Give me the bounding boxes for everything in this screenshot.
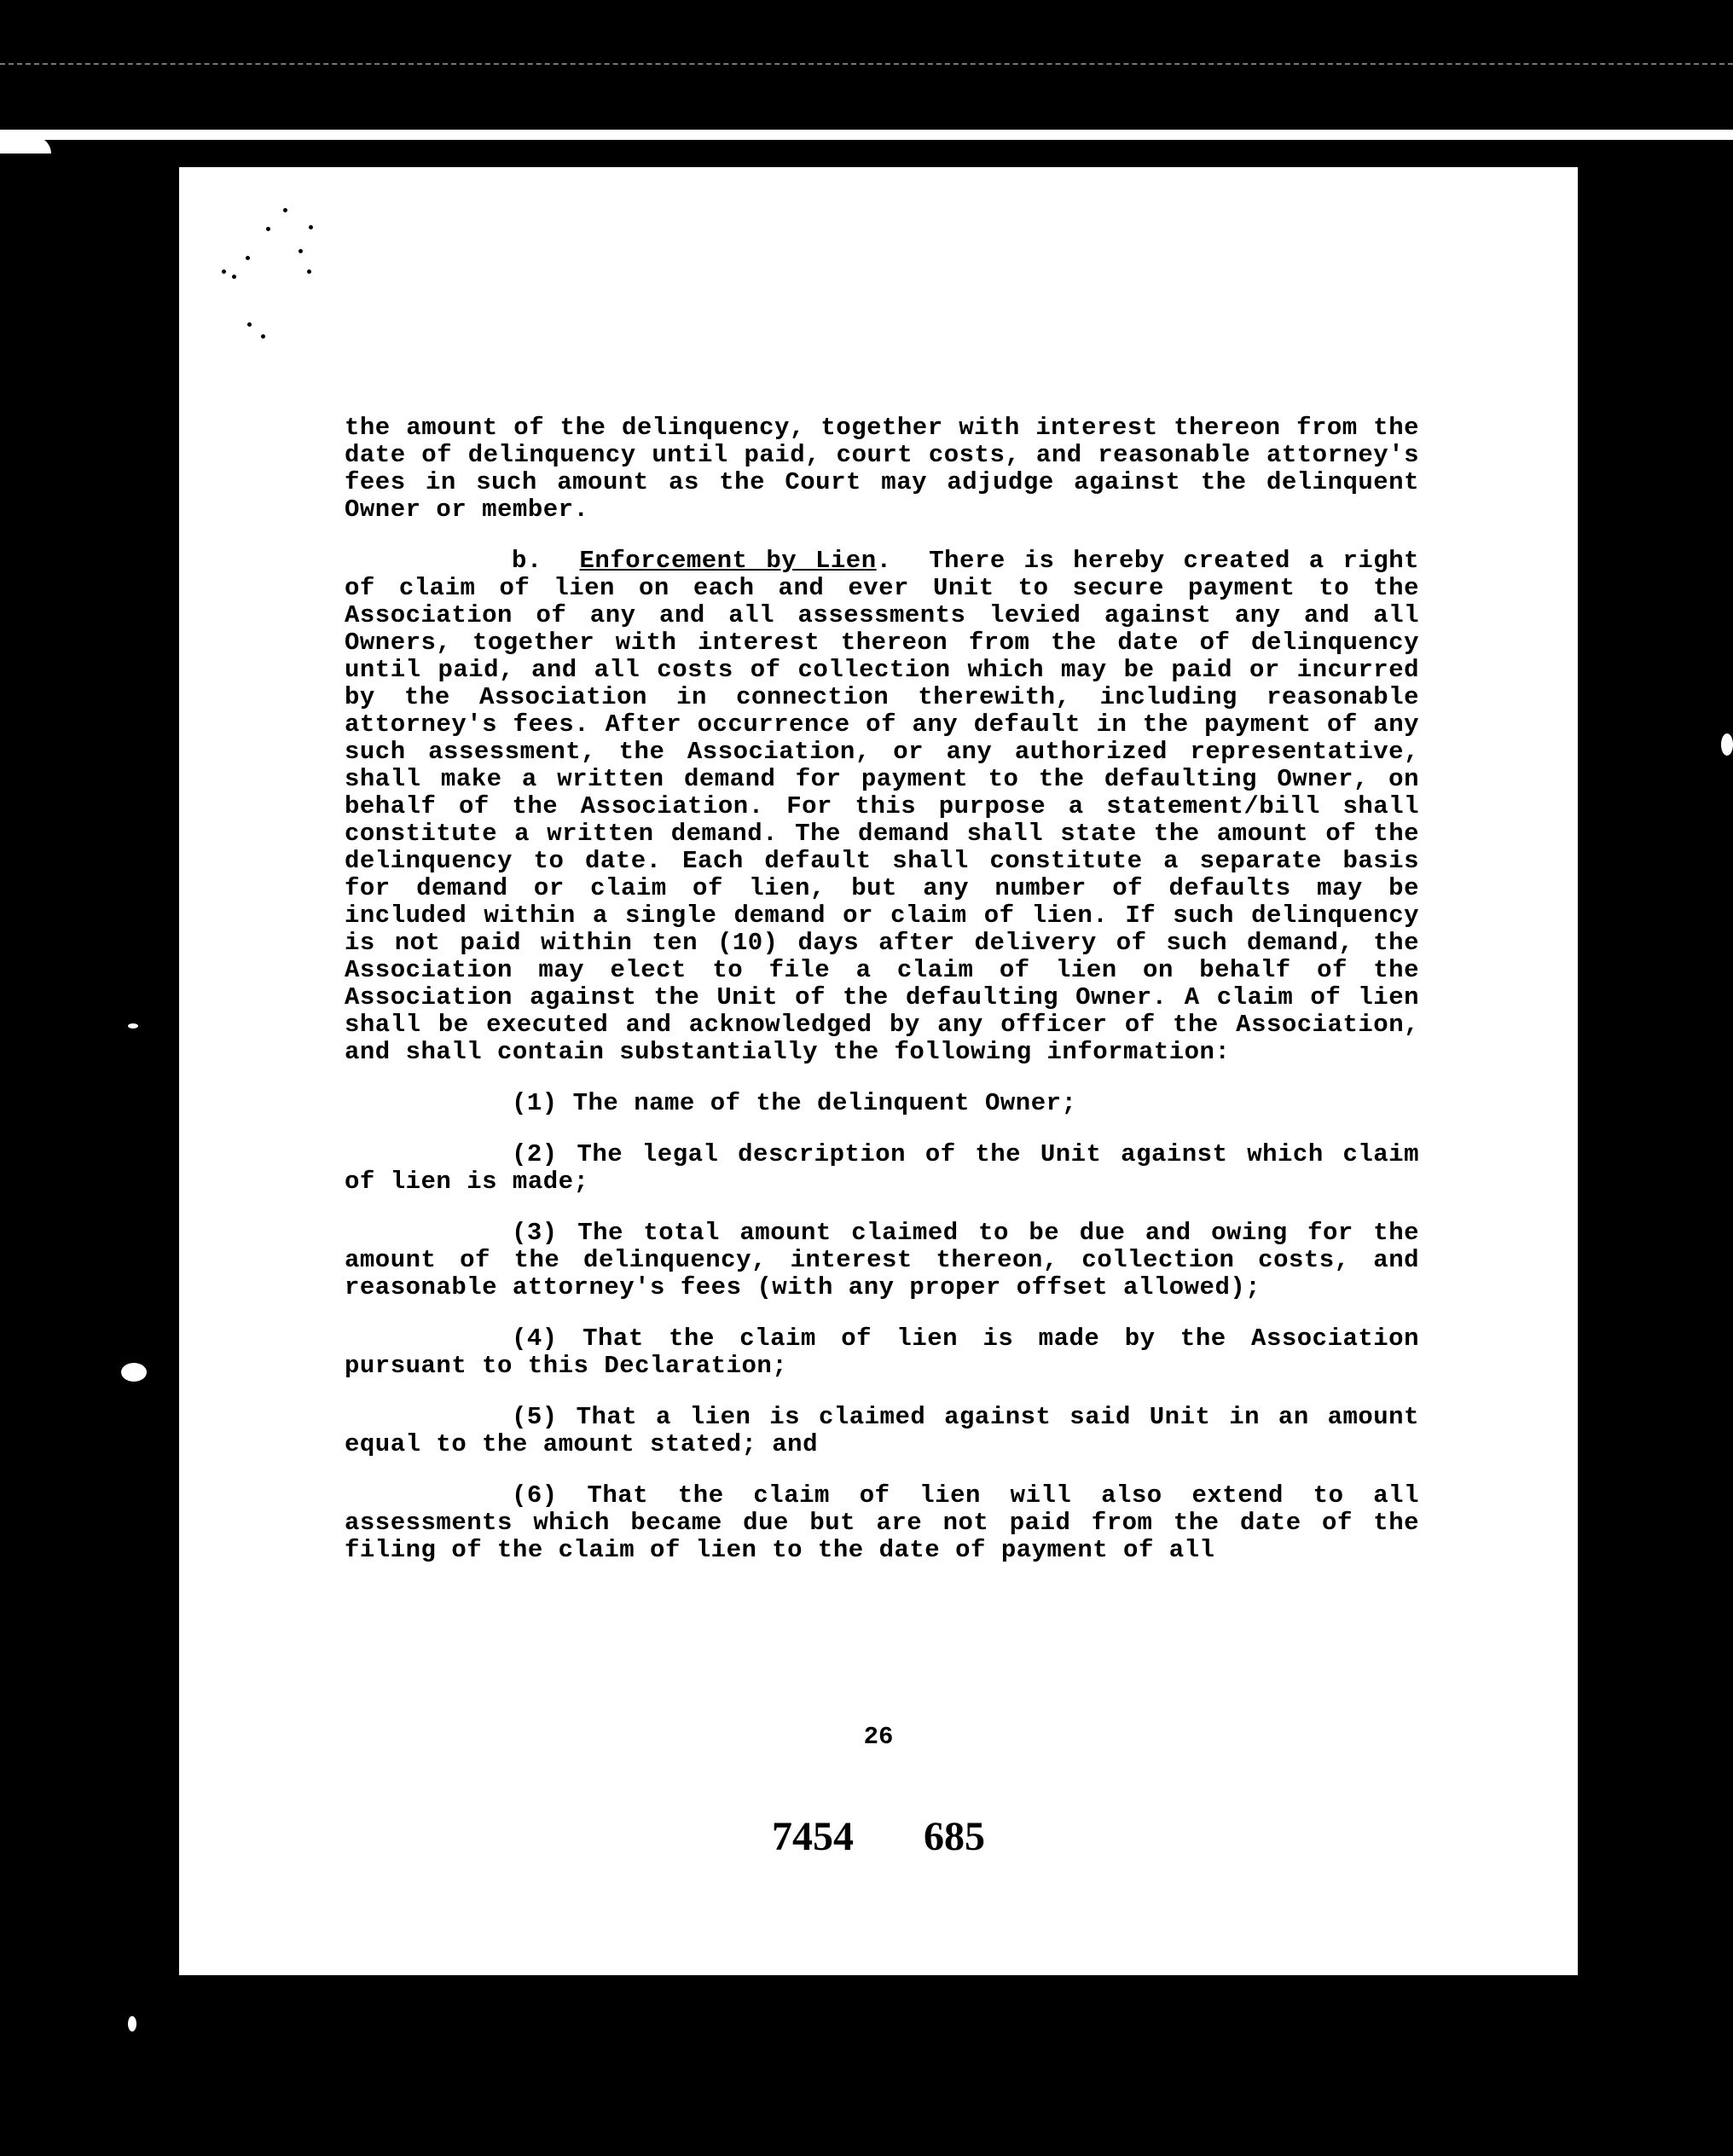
scan-speck: [128, 2016, 136, 2031]
scan-artifact-band: [0, 130, 1733, 140]
section-heading: Enforcement by Lien: [579, 547, 877, 575]
scan-artifact-band-curl: [0, 136, 51, 154]
section-heading-period: .: [876, 547, 892, 575]
book-number: 7454: [772, 1814, 854, 1859]
scan-artifact-dashes: [0, 63, 1733, 65]
document-body: [345, 414, 1419, 1588]
document-page: [179, 167, 1578, 1975]
recording-number: [179, 1813, 1578, 1860]
list-item: (2) The legal description of the Unit against which claim of lien is made;: [345, 1140, 1419, 1196]
enforcement-body: There is hereby created a right of claim of lien on each and ever Unit to secure payment to the Association of any and all assessments levied against any and all Owners, together with interest thereon from the date of delinquency until paid, and all costs of collection which may be paid or incurred by the Association in connection therewith, including reasonable attorney's fees. After occurrence of any default in the payment of any such assessment, the Association, or any authorized representative, shall make a written demand for payment to the defaulting Owner, on behalf of the Association. For this purpose a statement/bill shall constitute a written demand. The demand shall state the amount of the delinquency to date. Each default shall constitute a separate basis for demand or claim of lien, but any number of defaults may be included within a single demand or claim of lien. If such delinquency is not paid within ten (10) days after delivery of such demand, the Association may elect to file a claim of lien on behalf of the Association against the Unit of the defaulting Owner. A claim of lien shall be executed and acknowledged by any officer of the Association, and shall contain substantially the following information:: [345, 547, 1419, 1066]
scan-speck: [1721, 733, 1733, 756]
scan-speck: [121, 1363, 147, 1382]
list-item: (4) That the claim of lien is made by the Association pursuant to this Declaration;: [345, 1324, 1419, 1380]
list-item: (5) That a lien is claimed against said Unit in an amount equal to the amount stated; and: [345, 1403, 1419, 1458]
enforcement-paragraph: [345, 548, 1419, 1066]
page-specks: [213, 201, 316, 338]
page-number: 26: [863, 1723, 894, 1751]
list-item: (6) That the claim of lien will also extend to all assessments which became due but are not paid from the date of the filing of the claim of lien to the date of payment of all: [345, 1481, 1419, 1564]
scan-speck: [128, 1023, 138, 1029]
paragraph-label: b.: [512, 547, 542, 575]
list-item: (3) The total amount claimed to be due and owing for the amount of the delinquency, interest thereon, collection costs, and reasonable attorney's fees (with any proper offset allowed);: [345, 1219, 1419, 1301]
intro-paragraph: the amount of the delinquency, together with interest thereon from the date of delinquency until paid, court costs, and reasonable attorney's fees in such amount as the Court may adjudge against the delinquent Owner or member.: [345, 414, 1419, 524]
list-item: (1) The name of the delinquent Owner;: [512, 1089, 1077, 1117]
page-reference: 685: [924, 1814, 985, 1859]
